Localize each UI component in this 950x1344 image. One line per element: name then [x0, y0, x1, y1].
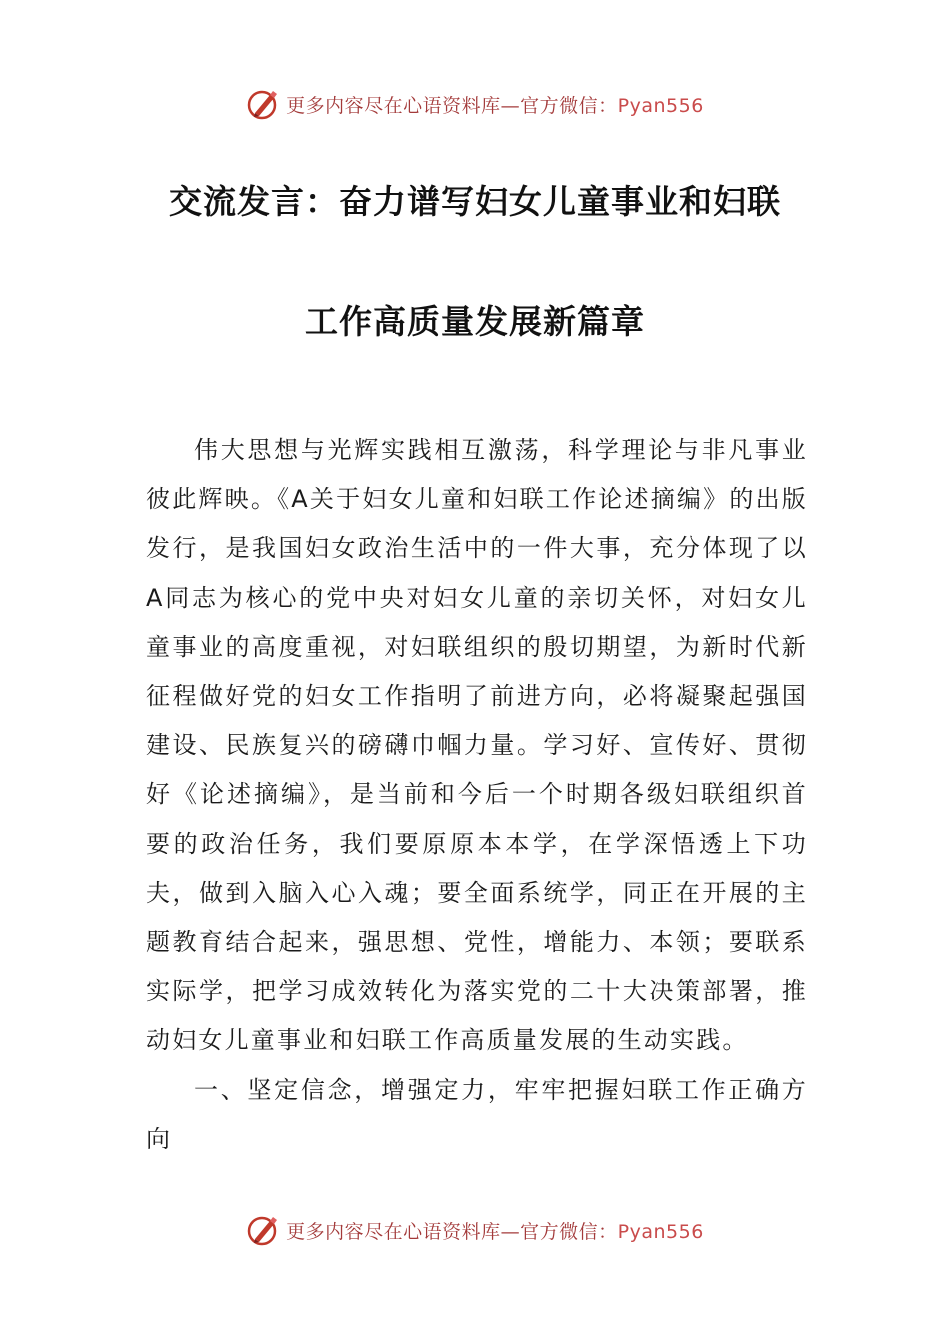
banner-message: 更多内容尽在心语资料库—官方微信：	[286, 94, 618, 117]
banner-text	[286, 91, 704, 118]
banner-message: 更多内容尽在心语资料库—官方微信：	[286, 1220, 618, 1243]
document-title-line-2: 工作高质量发展新篇章	[305, 302, 645, 341]
footer-banner	[0, 1210, 950, 1250]
pen-logo-icon	[246, 87, 280, 121]
wechat-handle: Pyan556	[617, 1220, 704, 1243]
pen-logo-icon	[246, 1213, 280, 1247]
body-paragraph: 伟大思想与光辉实践相互激荡，科学理论与非凡事业彼此辉映。《A关于妇女儿童和妇联工作论述摘编》的出版发行，是我国妇女政治生活中的一件大事，充分体现了以A同志为核心的党中央对妇女儿童的亲切关怀，对妇女儿童事业的高度重视，对妇联组织的殷切期望，为新时代新征程做好党的妇女工作指明了前进方向，必将凝聚起强国建设、民族复兴的磅礴巾帼力量。学习好、宣传好、贯彻好《论述摘编》，是当前和今后一个时期各级妇联组织首要的政治任务，我们要原原本本学，在学深悟透上下功夫，做到入脑入心入魂；要全面系统学，同正在开展的主题教育结合起来，强思想、党性，增能力、本领；要联系实际学，把学习成效转化为落实党的二十大决策部署，推动妇女儿童事业和妇联工作高质量发展的生动实践。	[146, 436, 808, 1055]
document-body	[146, 426, 808, 1164]
header-banner	[0, 84, 950, 124]
banner-text	[286, 1217, 704, 1244]
wechat-handle: Pyan556	[617, 94, 704, 117]
document-title-line-1: 交流发言：奋力谱写妇女儿童事业和妇联	[169, 182, 781, 221]
section-heading: 一、坚定信念，增强定力，牢牢把握妇联工作正确方向	[146, 1075, 808, 1153]
